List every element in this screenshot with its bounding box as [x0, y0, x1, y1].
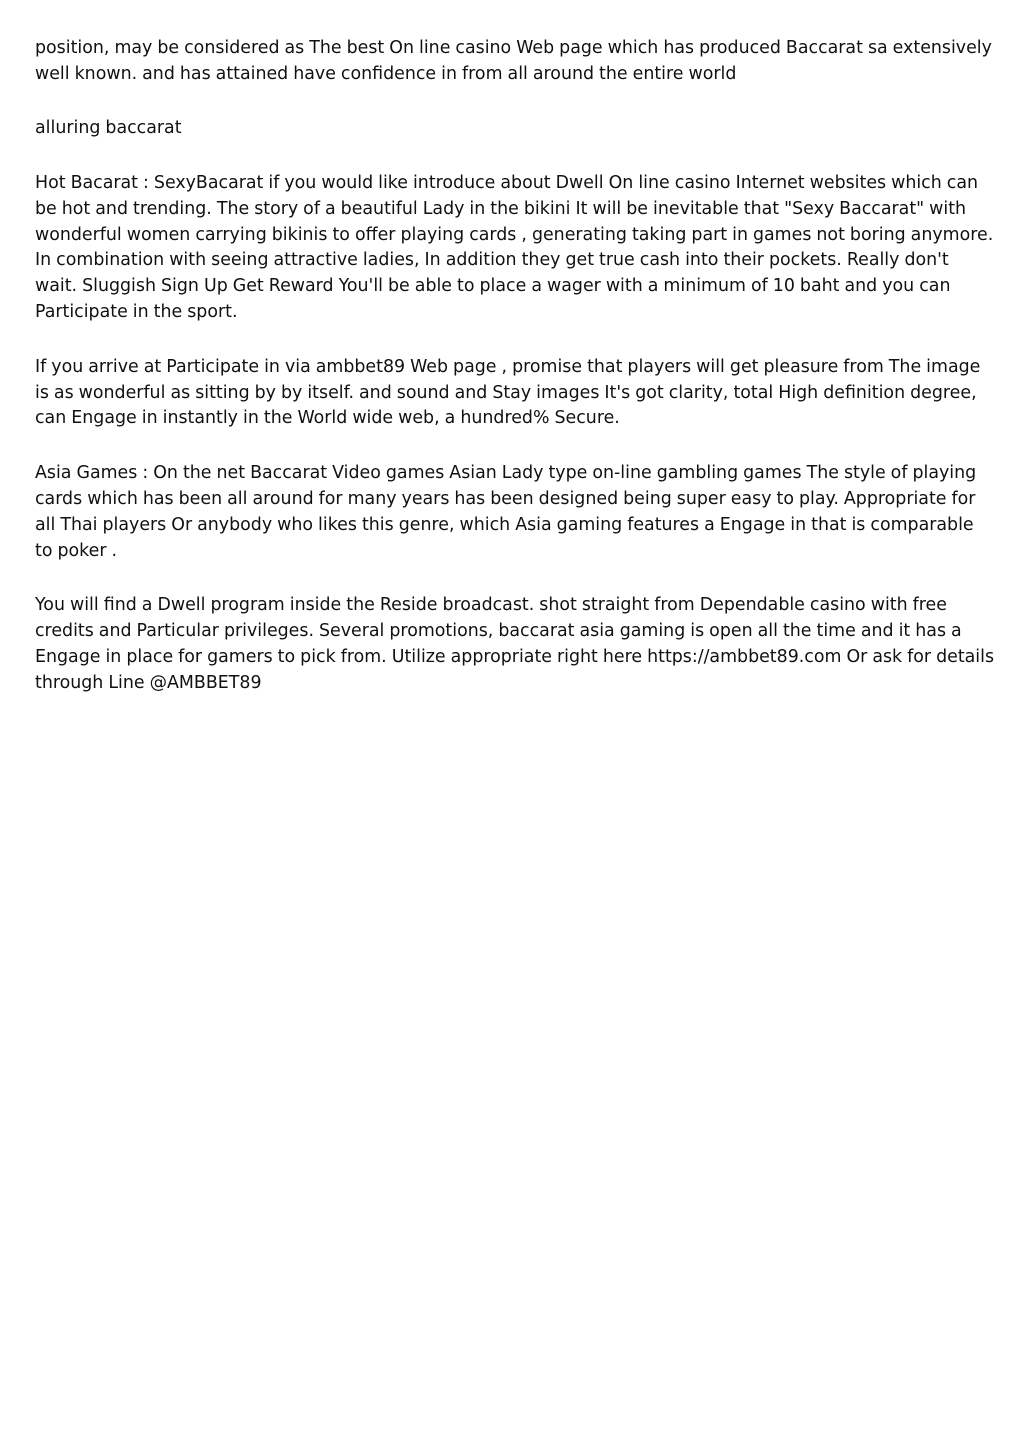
paragraph-heading-alluring-baccarat: alluring baccarat: [35, 118, 182, 139]
paragraph-live-program: You will find a Dwell program inside the Reside broadcast. shot straight from Dependable casino with free credits and Particular privileges. Several promotions, baccarat asia gaming is open all the time and it has a Engage in place for gamers to pick from. Utilize appropriate right here https://ambbet89.com Or ask for details through Line @AMBBET89: [35, 595, 995, 693]
paragraph-ambbet89-quality: If you arrive at Participate in via ambbet89 Web page , promise that players will get pleasure from The image is as wonderful as sitting by by itself. and sound and Stay images It's got clarity, total High definition degree, can Engage in instantly in the World wide web, a hundred% Secure.: [35, 356, 981, 429]
paragraph-intro: position, may be considered as The best On line casino Web page which has produced Baccarat sa extensively well known. and has attained have confidence in from all around the entire world: [35, 38, 992, 84]
paragraph-hot-bacarat: Hot Bacarat : SexyBacarat if you would like introduce about Dwell On line casino Internet websites which can be hot and trending. The story of a beautiful Lady in the bikini It will be inevitable that "Sexy Baccarat" with wonderful women carrying bikinis to offer playing cards , generating taking part in games not boring anymore. In combination with seeing attractive ladies, In addition they get true cash into their pockets. Really don't wait. Sluggish Sign Up Get Reward You'll be able to place a wager with a minimum of 10 baht and you can Participate in the sport.: [35, 172, 994, 323]
paragraph-asia-games: Asia Games : On the net Baccarat Video games Asian Lady type on-line gambling games The style of playing cards which has been all around for many years has been designed being super easy to play. Appropriate for all Thai players Or anybody who likes this genre, which Asia gaming features a Engage in that is comparable to poker .: [35, 462, 977, 561]
document-page: [35, 36, 995, 725]
